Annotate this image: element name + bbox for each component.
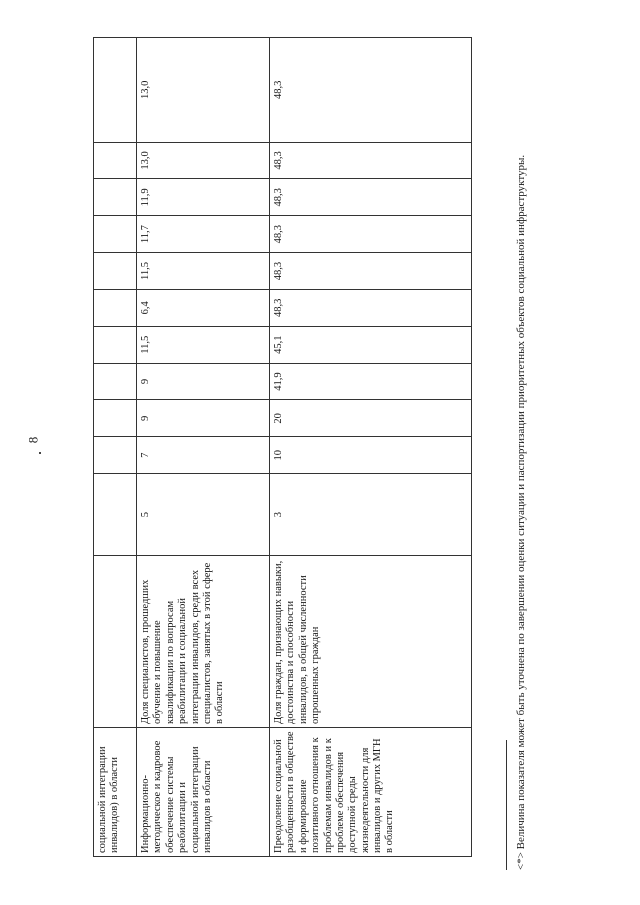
value-cell: 48,3 (270, 179, 472, 216)
value-cell: 13,0 (137, 38, 270, 143)
value-cell (94, 363, 137, 400)
indicator-cell: Доля специалистов, прошедших обучение и повышение квалификации по вопросам реабилитации и социальной интеграции инвалидов, среди всех специалистов, занятых в этой сфере в области (137, 556, 270, 728)
value-cell (94, 38, 137, 143)
value-cell (94, 142, 137, 179)
task-cell: Информационно-методическое и кадровое обеспечение системы реабилитации и социальной интеграции инвалидов в области (137, 728, 270, 857)
value-cell: 11,5 (137, 326, 270, 363)
value-cell (94, 289, 137, 326)
value-cell (94, 216, 137, 253)
footnote-area (488, 40, 578, 870)
value-cell: 48,3 (270, 253, 472, 290)
value-cell: 13,0 (137, 142, 270, 179)
value-cell: 41,9 (270, 363, 472, 400)
indicators-table (93, 37, 472, 857)
scan-speck (39, 452, 41, 454)
indicator-cell (94, 556, 137, 728)
value-cell: 11,7 (137, 216, 270, 253)
indicator-cell: Доля граждан, признающих навыки, достоинства и способности инвалидов, в общей численности опрошенных граждан (270, 556, 472, 728)
value-cell (94, 437, 137, 474)
footnote-text: <*> Величина показателя может быть уточнена по завершении оценки ситуации и паспортизации приоритетных объектов социальной инфраструктуры. (515, 154, 527, 870)
task-cell: Преодоление социальной разобщенности в обществе и формирование позитивного отношения к проблемам инвалидов и к проблеме обеспечения доступной среды жизнедеятельности для инвалидов и других МГН в области (270, 728, 472, 857)
task-cell: социальной интеграции инвалидов) в области (94, 728, 137, 857)
table-row (270, 38, 472, 857)
value-cell (94, 400, 137, 437)
value-cell: 9 (137, 363, 270, 400)
value-cell: 3 (270, 474, 472, 556)
value-cell: 6,4 (137, 289, 270, 326)
value-cell: 9 (137, 400, 270, 437)
page-number: 8 (25, 436, 41, 444)
rotated-table-area (93, 37, 533, 857)
value-cell: 48,3 (270, 289, 472, 326)
value-cell: 48,3 (270, 216, 472, 253)
table-row (137, 38, 270, 857)
value-cell: 5 (137, 474, 270, 556)
value-cell: 11,9 (137, 179, 270, 216)
footnote-rule (506, 740, 507, 870)
value-cell (94, 179, 137, 216)
value-cell: 7 (137, 437, 270, 474)
value-cell: 48,3 (270, 142, 472, 179)
table-row (94, 38, 137, 857)
value-cell: 10 (270, 437, 472, 474)
value-cell: 48,3 (270, 38, 472, 143)
value-cell: 45,1 (270, 326, 472, 363)
value-cell: 20 (270, 400, 472, 437)
value-cell: 11,5 (137, 253, 270, 290)
value-cell (94, 253, 137, 290)
value-cell (94, 474, 137, 556)
value-cell (94, 326, 137, 363)
